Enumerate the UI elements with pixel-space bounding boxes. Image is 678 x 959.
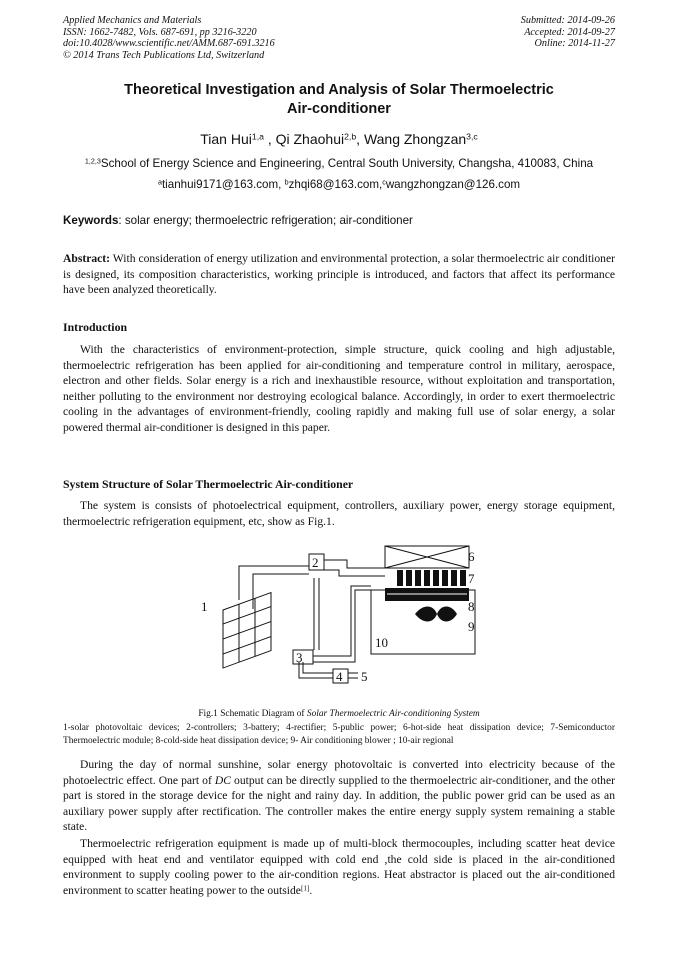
thermoelectric-module <box>397 570 466 586</box>
figure-caption <box>63 709 615 719</box>
solar-panel <box>223 593 271 668</box>
journal-header <box>63 15 275 61</box>
author-separator: , <box>356 131 364 147</box>
author-2: Qi Zhaohui <box>275 131 345 147</box>
body-p1-text-a: During the day of normal sunshine, solar energy photovoltaic is converted into electricity because of the photoelectric effect. One part of <box>63 758 615 787</box>
body-paragraph-2 <box>63 836 615 898</box>
affiliation <box>63 157 615 170</box>
email-a[interactable]: tianhui9171@163.com, <box>161 178 285 191</box>
email-c[interactable]: wangzhongzan@126.com <box>385 178 521 191</box>
schematic-figure <box>195 538 495 688</box>
label-2: 2 <box>312 555 319 570</box>
online-date: Online: 2014-11-27 <box>534 38 615 50</box>
intro-heading: Introduction <box>63 320 128 334</box>
abstract <box>63 251 615 298</box>
email-list <box>63 178 615 191</box>
author-3-sup: 3,c <box>466 131 478 142</box>
label-3: 3 <box>296 650 303 665</box>
keywords <box>63 214 615 227</box>
intro-paragraph: With the characteristics of environment-protection, simple structure, quick cooling and high adjustable, thermoelectric refrigeration has been applied for air-conditioning and temperature control in military, aerospace, electron and other fields. Solar energy is a rich and inexhaustible resource, without exploitation and transportation, neither polluting to the environment nor destroying ecological balance. Accordingly, in order to exert thermoelectric cooling in the advantages of environment-friendly, cooling rapidly and making full use of solar energy, a solar powered thermal air-conditioner is designed in this paper. <box>63 343 615 434</box>
copyright-line: © 2014 Trans Tech Publications Ltd, Switzerland <box>63 49 265 61</box>
affiliation-text: School of Energy Science and Engineering, Central South University, Changsha, 410083, China <box>100 157 594 170</box>
accepted-date: Accepted: 2014-09-27 <box>524 26 615 38</box>
wire <box>313 590 385 662</box>
keywords-text: : solar energy; thermoelectric refrigeration; air-conditioner <box>118 214 413 227</box>
system-heading: System Structure of Solar Thermoelectric Air-conditioner <box>63 477 354 491</box>
abstract-text: With consideration of energy utilization and environmental protection, a solar thermoelectric air conditioner is designed, its composition characteristics, working principle is introduced, and factors that affect its performance have been analyzed theoretically. <box>63 252 615 297</box>
doi-line: doi:10.4028/www.scientific.net/AMM.687-691.3216 <box>63 38 275 50</box>
affiliation-sup: 1,2,3 <box>84 156 101 166</box>
label-10: 10 <box>375 635 388 650</box>
label-1: 1 <box>201 599 208 614</box>
title-line-1: Theoretical Investigation and Analysis of Solar Thermoelectric <box>124 82 554 98</box>
author-list <box>63 131 615 147</box>
author-1-sup: 1,a <box>251 131 264 142</box>
author-2-sup: 2,b <box>344 131 357 142</box>
label-5: 5 <box>361 669 368 684</box>
caption-prefix: Fig.1 Schematic Diagram of <box>198 709 307 719</box>
body-p1-dc: DC <box>214 773 231 787</box>
body-p2-end: . <box>309 883 313 897</box>
wire <box>324 570 385 576</box>
email-b[interactable]: zhqi68@163.com, <box>288 178 383 191</box>
abstract-label: Abstract: <box>63 252 111 265</box>
keywords-label: Keywords <box>63 214 119 227</box>
wire <box>239 566 309 600</box>
author-1: Tian Hui <box>200 131 252 147</box>
author-3: Wang Zhongzan <box>363 131 467 147</box>
label-4: 4 <box>336 669 343 684</box>
body-p1-text-b: output can be directly supplied to the thermoelectric air-conditioner, and the other part is stored in the storage device for the night and rainy day. In addition, the public power grid can be used as an auxiliary power supply after rectification. The controller makes the entire energy supply system remaining a stable state. <box>63 773 615 834</box>
body-p2-text: Thermoelectric refrigeration equipment is made up of multi-block thermocouples, including scatter heat device equipped with heat end and ventilator equipped with cold end ,the cold side is placed in the air-conditioned environment to supply cooling power to the air-condition regions. Heat abstractor is placed out the air-conditioned environment to scatter heating power to the outside <box>63 837 615 897</box>
email-c-sup: c <box>382 177 386 187</box>
figure-legend: 1-solar photovoltaic devices; 2-controllers; 3-battery; 4-rectifier; 5-public power; 6-hot-side heat dissipation device; 7-Semiconductor Thermoelectric module; 8-cold-side heat dissipation device; 9- Air conditioning blower ; 10-air regional <box>63 723 615 746</box>
dates-header <box>521 15 615 50</box>
label-8: 8 <box>468 599 475 614</box>
author-separator: , <box>263 131 276 147</box>
label-7: 7 <box>468 571 475 586</box>
caption-title: Solar Thermoelectric Air-conditioning System <box>306 709 480 719</box>
issn-line: ISSN: 1662-7482, Vols. 687-691, pp 3216-3220 <box>63 26 257 38</box>
journal-name: Applied Mechanics and Materials <box>63 15 202 26</box>
wire <box>324 560 385 568</box>
email-b-sup: b <box>284 177 289 187</box>
citation-ref[interactable]: [1] <box>300 884 310 893</box>
paper-title <box>63 81 615 119</box>
label-6: 6 <box>468 549 475 564</box>
label-9: 9 <box>468 619 475 634</box>
blower <box>415 607 457 622</box>
body-paragraph-1 <box>63 757 615 835</box>
wire <box>313 586 371 656</box>
system-paragraph: The system is consists of photoelectrical equipment, controllers, auxiliary power, energy storage equipment, thermoelectric refrigeration equipment, etc, show as Fig.1. <box>63 499 615 528</box>
submitted-date: Submitted: 2014-09-26 <box>520 15 615 26</box>
wire <box>253 574 309 609</box>
title-line-2: Air-conditioner <box>287 101 391 117</box>
email-a-sup: a <box>157 177 162 187</box>
